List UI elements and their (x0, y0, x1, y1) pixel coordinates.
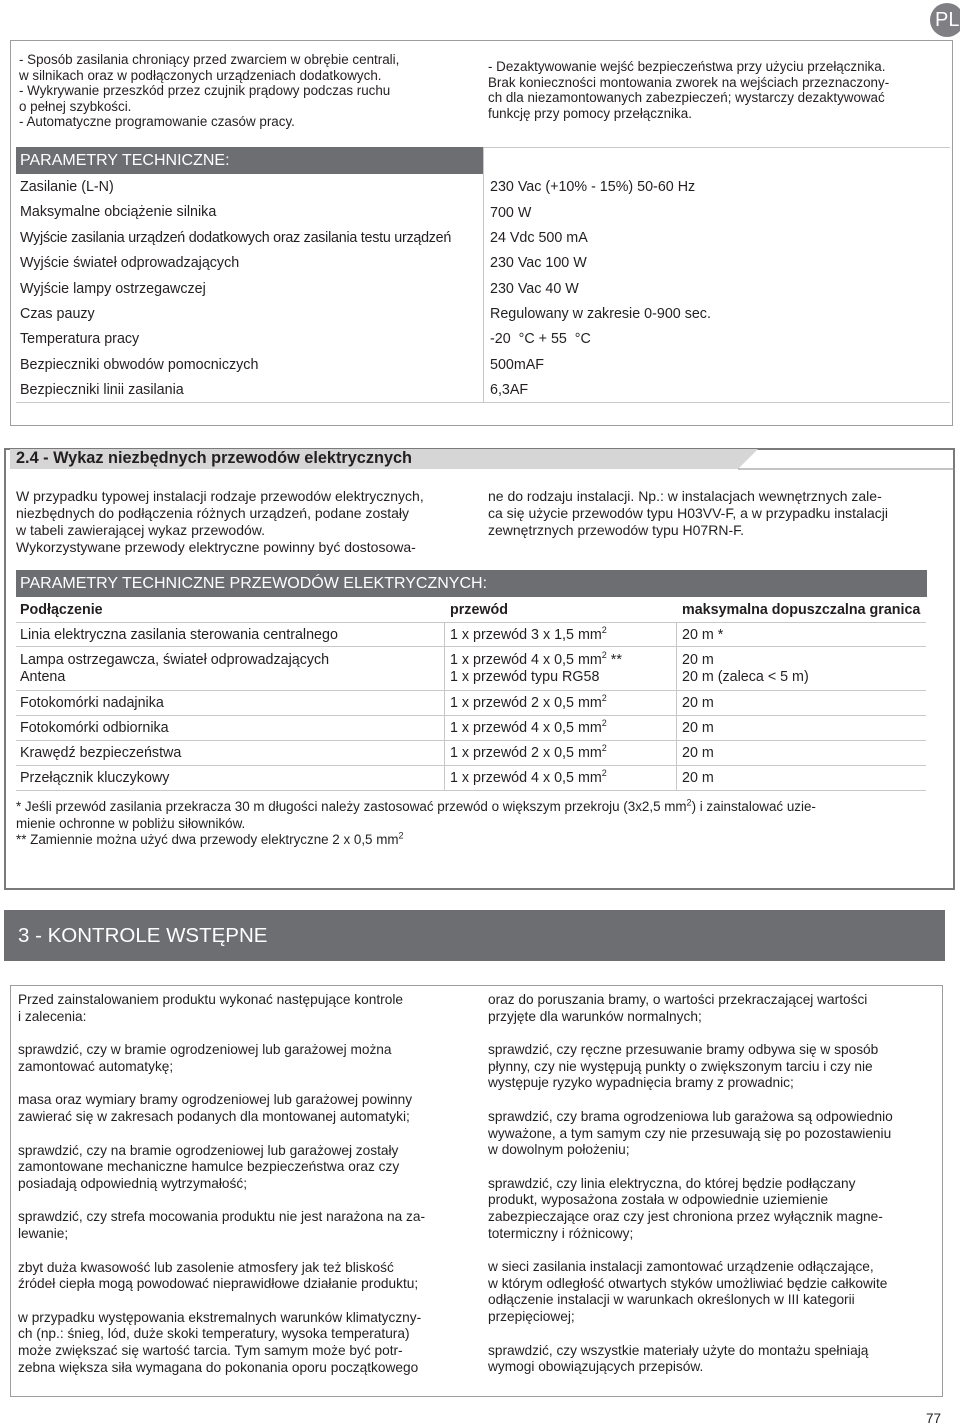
cable-limit: 20 m (682, 720, 714, 736)
check-item (488, 992, 929, 1025)
check-item (18, 1092, 459, 1125)
check-item (18, 1209, 459, 1242)
text-line: sprawdzić, czy ręczne przesuwanie bramy odbywa się w sposób (488, 1042, 879, 1058)
cables-title: PARAMETRY TECHNICZNE PRZEWODÓW ELEKTRYCZNYCH: (20, 575, 488, 592)
text-line: odłączenie instalacji w warunkach określonych w III kategorii (488, 1292, 855, 1308)
tech-label: Zasilanie (L-N) (20, 179, 114, 195)
cable-wire (450, 627, 607, 644)
text-line: niezbędnych do podłączenia różnych urządzeń, podane zostały (16, 505, 410, 521)
cable-wire-text: 1 x przewód 2 x 0,5 mm (450, 745, 602, 761)
cable-limit: 20 m * (682, 627, 724, 643)
superscript: 2 (601, 625, 607, 636)
text-line: ca się użycie przewodów typu H03VV-F, a w przypadku instalacji (488, 505, 888, 521)
cables-footnotes (16, 799, 931, 849)
footnote-text: ) i zainstalować uzie- (691, 799, 816, 814)
text-line: występuje ryzyko wypadnięcia bramy z prowadnic; (488, 1075, 794, 1091)
superscript: 2 (601, 743, 607, 754)
tech-value: 230 Vac 40 W (490, 281, 579, 297)
cable-limit-line: 20 m (682, 652, 714, 668)
text-line: w przypadku występowania ekstremalnych warunków klimatyczny- (18, 1309, 422, 1325)
tech-label: Wyjście lampy ostrzegawczej (20, 281, 206, 297)
cable-wire (450, 695, 607, 712)
text-line: oraz do poruszania bramy, o wartości przekraczającej wartości (488, 992, 868, 1007)
section-3-heading-bar (4, 910, 945, 961)
text-line: zebna większa siła wymagana do pokonania oporu początkowego (18, 1359, 419, 1375)
tech-value: 700 W (490, 205, 532, 221)
text-line: w sieci zasilania instalacji zamontować urządzenie odłączające, (488, 1259, 874, 1275)
footnote-line (16, 832, 931, 849)
text-line: ch (np.: śnieg, lód, duże skoki temperatury, wysoka temperatura) (18, 1326, 410, 1342)
text-line: sprawdzić, czy wszystkie materiały użyte do montażu spełniają (488, 1342, 869, 1358)
check-item (18, 1042, 459, 1075)
divider (483, 147, 950, 148)
tech-value: 24 Vdc 500 mA (490, 230, 588, 246)
feature-line: - Dezaktywowanie wejść bezpieczeństwa przy użyciu przełącznika. (488, 59, 886, 74)
col-header-wire: przewód (450, 602, 508, 618)
text-line: zewnętrznych przewodów typu H07RN-F. (488, 522, 744, 538)
divider (16, 646, 926, 647)
cable-connection: Fotokomórki nadajnika (20, 695, 164, 711)
footnote-line (16, 799, 931, 816)
tech-label: Wyjście zasilania urządzeń dodatkowych oraz zasilania testu urządzeń (20, 230, 452, 246)
cable-connection-line: Antena (20, 669, 66, 685)
check-item (488, 1109, 929, 1159)
check-item (488, 1343, 929, 1376)
text-line: ne do rodzaju instalacji. Np.: w instalacjach wewnętrznych zale- (488, 488, 882, 504)
text-line: w dowolnym położeniu; (488, 1142, 630, 1158)
feature-line: funkcję przy pomocy przełącznika. (488, 105, 692, 121)
text-line: przepięciowej; (488, 1308, 575, 1324)
footnote-text: ** Zamiennie można użyć dwa przewody elektryczne 2 x 0,5 mm (16, 832, 399, 847)
language-badge: PL (930, 3, 960, 37)
cable-connection-line: Lampa ostrzegawcza, świateł odprowadzających (20, 652, 330, 668)
cable-wire-text: 1 x przewód 3 x 1,5 mm (450, 627, 602, 643)
text-line: może zwiększać się wartość tarcia. Tym samym może być potr- (18, 1342, 403, 1358)
cable-wire-text: 1 x przewód 4 x 0,5 mm (450, 770, 602, 786)
tech-value: 230 Vac 100 W (490, 255, 587, 271)
cable-limit: 20 m (682, 695, 714, 711)
feature-line: - Sposób zasilania chroniący przed zwarciem w obrębie centrali, (19, 52, 400, 67)
cable-wire-text: 1 x przewód 4 x 0,5 mm (450, 652, 602, 668)
tech-value: 500mAF (490, 357, 545, 373)
divider (16, 790, 926, 791)
superscript: 2 (601, 768, 607, 779)
cable-wire-line (450, 652, 622, 669)
divider (16, 402, 950, 403)
text-line: płynny, czy nie występują punkty o zwiększonym tarciu i czy nie (488, 1058, 873, 1074)
text-line: zamontować automatykę; (18, 1058, 174, 1074)
column-divider (676, 622, 677, 790)
tech-label: Maksymalne obciążenie silnika (20, 204, 217, 220)
check-item (18, 1260, 459, 1293)
cable-connection: Linia elektryczna zasilania sterowania centralnego (20, 627, 338, 643)
section-24-heading: 2.4 - Wykaz niezbędnych przewodów elektrycznych (16, 449, 412, 467)
feature-line: o pełnej szybkości. (19, 98, 132, 114)
text-line: zabezpieczające oraz czy jest chroniona przez wyłącznik magne- (488, 1208, 883, 1224)
section-3-heading: 3 - KONTROLE WSTĘPNE (18, 924, 268, 947)
divider (16, 622, 926, 623)
text-line: sprawdzić, czy linia elektryczna, do której będzie podłączany (488, 1175, 856, 1191)
text-line: wyważone, a tym samym czy nie przesuwają się po pozostawieniu (488, 1125, 892, 1141)
check-item (18, 1310, 459, 1376)
text-line: wymogi obowiązujących przepisów. (488, 1359, 704, 1375)
tech-label: Temperatura pracy (20, 331, 140, 347)
cable-wire-text: 1 x przewód 2 x 0,5 mm (450, 695, 602, 711)
text-line: lewanie; (18, 1225, 69, 1241)
text-line: sprawdzić, czy strefa mocowania produktu nie jest narażona na za- (18, 1209, 426, 1225)
text-line: sprawdzić, czy na bramie ogrodzeniowej lub garażowej zostały (18, 1142, 399, 1158)
features-left-text (19, 52, 461, 130)
section-24-right-text (488, 488, 930, 539)
text-line: sprawdzić, czy w bramie ogrodzeniowej lub garażowej można (18, 1042, 392, 1058)
page-number: 77 (926, 1411, 942, 1426)
feature-line: - Automatyczne programowanie czasów pracy. (19, 114, 295, 130)
superscript: 2 (686, 797, 692, 808)
text-line: masa oraz wymiary bramy ogrodzeniowej lub garażowej powinny (18, 1092, 413, 1108)
col-header-connection: Podłączenie (20, 602, 103, 618)
text-line: Przed zainstalowaniem produktu wykonać następujące kontrole (18, 992, 403, 1007)
text-line: zawierać się w zakresach podanych dla montowanej automatyki; (18, 1108, 410, 1124)
text-line: posiadają odpowiednią wytrzymałość; (18, 1175, 248, 1191)
text-line: źródeł ciepła mogą powodować nieprawidłowe działanie produktu; (18, 1276, 419, 1292)
text-line: Wykorzystywane przewody elektryczne powinny być dostosowa- (16, 539, 416, 555)
tech-params-title-bar (16, 147, 483, 174)
cable-wire (450, 720, 607, 737)
tech-value: Regulowany w zakresie 0-900 sec. (490, 306, 711, 322)
tech-value: 230 Vac (+10% - 15%) 50-60 Hz (490, 179, 696, 195)
col-header-limit: maksymalna dopuszczalna granica (682, 602, 921, 618)
cables-title-bar (16, 570, 927, 597)
divider (16, 765, 926, 766)
cable-wire-line: 1 x przewód typu RG58 (450, 669, 600, 685)
section-3-left-column (18, 992, 459, 1393)
text-line: i zalecenia: (18, 1008, 87, 1024)
superscript: 2 (601, 693, 607, 704)
tech-label: Czas pauzy (20, 306, 95, 322)
text-line: produkt, wyposażona została w odpowiednie uziemienie (488, 1192, 829, 1208)
cable-wire-mark: ** (606, 652, 622, 668)
divider (16, 740, 926, 741)
cable-limit-line: 20 m (zaleca < 5 m) (682, 669, 809, 685)
feature-line: Brak konieczności montowania zworek na wejściach przeznaczony- (488, 74, 890, 90)
cable-wire (450, 652, 622, 686)
superscript: 2 (601, 718, 607, 729)
cable-limit: 20 m (682, 745, 714, 761)
tech-label: Bezpieczniki obwodów pomocniczych (20, 357, 259, 373)
cable-connection: Fotokomórki odbiornika (20, 720, 169, 736)
cable-connection: Krawędź bezpieczeństwa (20, 745, 182, 761)
check-item (488, 1176, 929, 1242)
tech-label: Wyjście świateł odprowadzających (20, 255, 240, 271)
column-divider (483, 147, 484, 403)
cable-wire (450, 770, 607, 787)
divider (16, 690, 926, 691)
feature-line: w silnikach oraz w podłączonych urządzeniach dodatkowych. (19, 67, 382, 83)
text-line: w którym odległość otwartych styków umożliwiać będzie całkowite (488, 1275, 888, 1291)
tech-value: 6,3AF (490, 382, 529, 398)
superscript: 2 (601, 650, 607, 661)
cable-connection: Przełącznik kluczykowy (20, 770, 170, 786)
cable-limit (682, 652, 809, 686)
text-line: W przypadku typowej instalacji rodzaje przewodów elektrycznych, (16, 488, 424, 504)
features-right-text (488, 59, 930, 121)
cable-wire-text: 1 x przewód 4 x 0,5 mm (450, 720, 602, 736)
text-line: zamontowane mechaniczne hamulce bezpieczeństwa oraz czy (18, 1159, 400, 1175)
tech-label: Bezpieczniki linii zasilania (20, 382, 184, 398)
superscript: 2 (398, 830, 404, 841)
text-line: przyjęte dla warunków normalnych; (488, 1008, 702, 1024)
text-line: sprawdzić, czy brama ogrodzeniowa lub garażowa są odpowiednio (488, 1108, 893, 1124)
cable-connection (20, 652, 329, 686)
footnote-line: mienie ochronne w pobliżu siłowników. (16, 815, 246, 831)
check-item (18, 992, 459, 1025)
column-divider (444, 622, 445, 790)
check-item (18, 1143, 459, 1193)
divider (16, 715, 926, 716)
cable-wire (450, 745, 607, 762)
section-3-right-column (488, 992, 929, 1393)
text-line: totermiczny i różnicowy; (488, 1225, 634, 1241)
check-item (488, 1042, 929, 1092)
text-line: zbyt duża kwasowość lub zasolenie atmosfery jak też bliskość (18, 1259, 394, 1275)
text-line: w tabeli zawierającej wykaz przewodów. (16, 522, 265, 538)
footnote-text: * Jeśli przewód zasilania przekracza 30 m długości należy zastosować przewód o większym przekroju (3x2,5 mm (16, 799, 687, 814)
feature-line: ch dla niezamontowanych zabezpieczeń; wystarczy dezaktywować (488, 90, 885, 106)
tech-params-title: PARAMETRY TECHNICZNE: (20, 152, 230, 169)
cable-limit: 20 m (682, 770, 714, 786)
section-24-left-text (16, 488, 458, 556)
tech-value: -20 °C + 55 °C (490, 331, 591, 347)
check-item (488, 1259, 929, 1325)
feature-line: - Wykrywanie przeszkód przez czujnik prądowy podczas ruchu (19, 83, 391, 99)
